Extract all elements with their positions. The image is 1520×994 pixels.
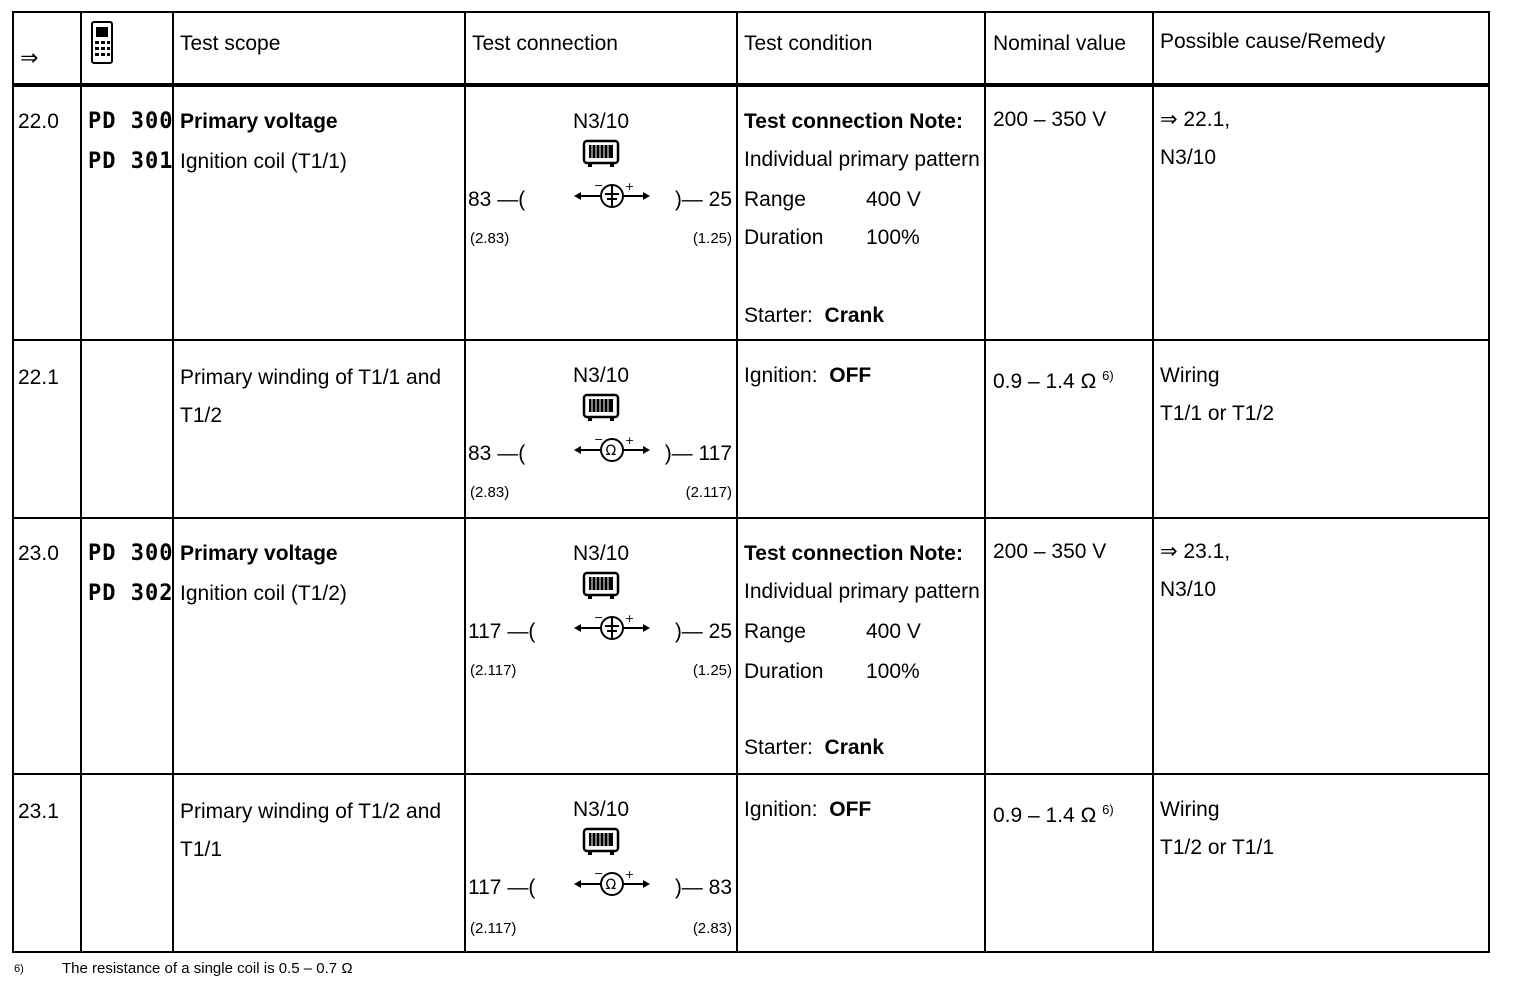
column-divider — [1152, 13, 1154, 951]
step-number: 23.0 — [18, 542, 59, 565]
ohmmeter-symbol-icon — [572, 869, 652, 899]
range-value: 400 V — [866, 620, 921, 643]
range-value: 400 V — [866, 188, 921, 211]
left-pin-sub: (2.83) — [470, 484, 510, 501]
left-pin-number: 117 — [468, 876, 502, 899]
left-pin-sub: (2.83) — [470, 230, 510, 247]
svg-text:−: − — [594, 435, 604, 446]
condition-starter — [744, 729, 884, 767]
control-unit-icon — [582, 139, 620, 169]
right-pin: )— 25 — [674, 620, 732, 643]
duration-value: 100% — [866, 226, 920, 249]
header-divider — [14, 83, 1488, 87]
remedy-line: Wiring — [1160, 364, 1220, 387]
right-pin: )— 117 — [664, 442, 732, 465]
scope-text-cont: T1/1 — [180, 838, 223, 861]
remedy-line: N3/10 — [1160, 146, 1217, 169]
svg-text:−: − — [594, 613, 604, 624]
scope-text: Primary winding of T1/2 and — [180, 800, 442, 823]
control-unit-icon — [582, 571, 620, 601]
voltmeter-symbol-icon — [572, 613, 652, 643]
test-connection-diagram — [466, 109, 736, 259]
footnote-ref: 6) — [1102, 802, 1114, 817]
left-pin-number: 83 — [468, 442, 492, 465]
step-number: 22.0 — [18, 110, 59, 133]
svg-text:−: − — [594, 869, 604, 880]
condition-range — [744, 613, 921, 651]
remedy-line: T1/1 or T1/2 — [1160, 402, 1275, 425]
scope-text: Ignition coil (T1/1) — [180, 150, 347, 173]
ignition-value: OFF — [829, 364, 872, 387]
svg-text:Ω: Ω — [605, 877, 617, 893]
footnote-mark — [14, 958, 24, 985]
left-pin: 83 —( — [468, 188, 526, 211]
svg-text:−: − — [594, 181, 604, 192]
step-number: 23.1 — [18, 800, 59, 823]
condition-duration — [744, 219, 920, 257]
device-label: N3/10 — [572, 542, 630, 565]
scope-title: Primary voltage — [180, 110, 338, 133]
header-arrow: ⇒ — [20, 45, 39, 70]
condition-duration — [744, 653, 920, 691]
diagnostic-code: PD 300 — [88, 109, 174, 134]
left-pin-sub: (2.117) — [470, 662, 517, 679]
footnote-text: The resistance of a single coil is 0.5 – 0.7 Ω — [62, 960, 353, 977]
device-label: N3/10 — [572, 110, 630, 133]
svg-text:+: + — [625, 613, 635, 625]
ignition-label: Ignition: — [744, 798, 818, 821]
nominal-value — [993, 357, 1114, 401]
svg-text:+: + — [625, 435, 635, 447]
device-label: N3/10 — [572, 798, 630, 821]
header-tester-icon — [90, 21, 116, 78]
remedy-line: ⇒ 22.1, — [1160, 108, 1231, 131]
test-connection-diagram — [466, 797, 736, 947]
svg-text:+: + — [625, 181, 635, 193]
starter-label: Starter: — [744, 304, 813, 327]
header-test-scope: Test scope — [180, 32, 281, 55]
left-pin: 83 —( — [468, 442, 526, 465]
nominal-value: 200 – 350 V — [993, 108, 1107, 131]
header-possible-cause: Possible cause/Remedy — [1160, 30, 1386, 53]
nominal-value: 200 – 350 V — [993, 540, 1107, 563]
right-pin-sub: (1.25) — [692, 662, 732, 679]
starter-value: Crank — [824, 304, 885, 327]
test-connection-diagram — [466, 363, 736, 513]
right-pin: )— 83 — [674, 876, 732, 899]
control-unit-icon — [582, 827, 620, 857]
condition-note: Test connection Note: — [744, 110, 963, 133]
duration-label: Duration — [744, 660, 824, 683]
footnote-mark-text: 6) — [14, 963, 24, 975]
svg-text:+: + — [625, 869, 635, 881]
right-pin: )— 25 — [674, 188, 732, 211]
diagnostic-code: PD 300 — [88, 541, 174, 566]
scope-text: Ignition coil (T1/2) — [180, 582, 347, 605]
nominal-text: 0.9 – 1.4 Ω — [993, 804, 1097, 827]
column-divider — [80, 13, 82, 951]
condition-range — [744, 181, 921, 219]
ignition-value: OFF — [829, 798, 872, 821]
condition-ignition — [744, 357, 871, 395]
header-test-condition: Test condition — [744, 32, 873, 55]
range-label: Range — [744, 188, 806, 211]
diagnostic-code: PD 302 — [88, 581, 174, 606]
header-test-connection: Test connection — [472, 32, 618, 55]
row-divider — [14, 339, 1488, 341]
ignition-label: Ignition: — [744, 364, 818, 387]
remedy-line: N3/10 — [1160, 578, 1217, 601]
right-pin-sub: (1.25) — [692, 230, 732, 247]
condition-starter — [744, 297, 884, 335]
header-nominal-value: Nominal value — [993, 32, 1127, 55]
right-pin-number: 25 — [708, 620, 732, 643]
left-pin: 117 —( — [468, 620, 536, 643]
range-label: Range — [744, 620, 806, 643]
row-divider — [14, 517, 1488, 519]
left-pin-number: 117 — [468, 620, 502, 643]
right-pin-number: 83 — [708, 876, 732, 899]
test-connection-diagram — [466, 541, 736, 691]
left-pin-number: 83 — [468, 188, 492, 211]
starter-value: Crank — [824, 736, 885, 759]
right-pin-number: 25 — [708, 188, 732, 211]
left-pin-sub: (2.117) — [470, 920, 517, 937]
scope-title: Primary voltage — [180, 542, 338, 565]
remedy-line: Wiring — [1160, 798, 1220, 821]
svg-text:Ω: Ω — [605, 443, 617, 459]
diagnostic-code: PD 301 — [88, 149, 174, 174]
duration-value: 100% — [866, 660, 920, 683]
left-pin: 117 —( — [468, 876, 536, 899]
condition-ignition — [744, 791, 871, 829]
footnote-ref: 6) — [1102, 368, 1114, 383]
right-pin-sub: (2.117) — [685, 484, 732, 501]
test-table — [12, 11, 1490, 953]
remedy-line: ⇒ 23.1, — [1160, 540, 1231, 563]
step-number: 22.1 — [18, 366, 59, 389]
starter-label: Starter: — [744, 736, 813, 759]
column-divider — [984, 13, 986, 951]
condition-pattern: Individual primary pattern — [744, 148, 980, 171]
scope-text: Primary winding of T1/1 and — [180, 366, 442, 389]
nominal-text: 0.9 – 1.4 Ω — [993, 370, 1097, 393]
condition-note: Test connection Note: — [744, 542, 963, 565]
row-divider — [14, 773, 1488, 775]
device-label: N3/10 — [572, 364, 630, 387]
column-divider — [736, 13, 738, 951]
ohmmeter-symbol-icon — [572, 435, 652, 465]
right-pin-sub: (2.83) — [692, 920, 732, 937]
control-unit-icon — [582, 393, 620, 423]
duration-label: Duration — [744, 226, 824, 249]
scope-text-cont: T1/2 — [180, 404, 223, 427]
remedy-line: T1/2 or T1/1 — [1160, 836, 1275, 859]
condition-pattern: Individual primary pattern — [744, 580, 980, 603]
voltmeter-symbol-icon — [572, 181, 652, 211]
nominal-value — [993, 791, 1114, 835]
right-pin-number: 117 — [698, 442, 732, 465]
